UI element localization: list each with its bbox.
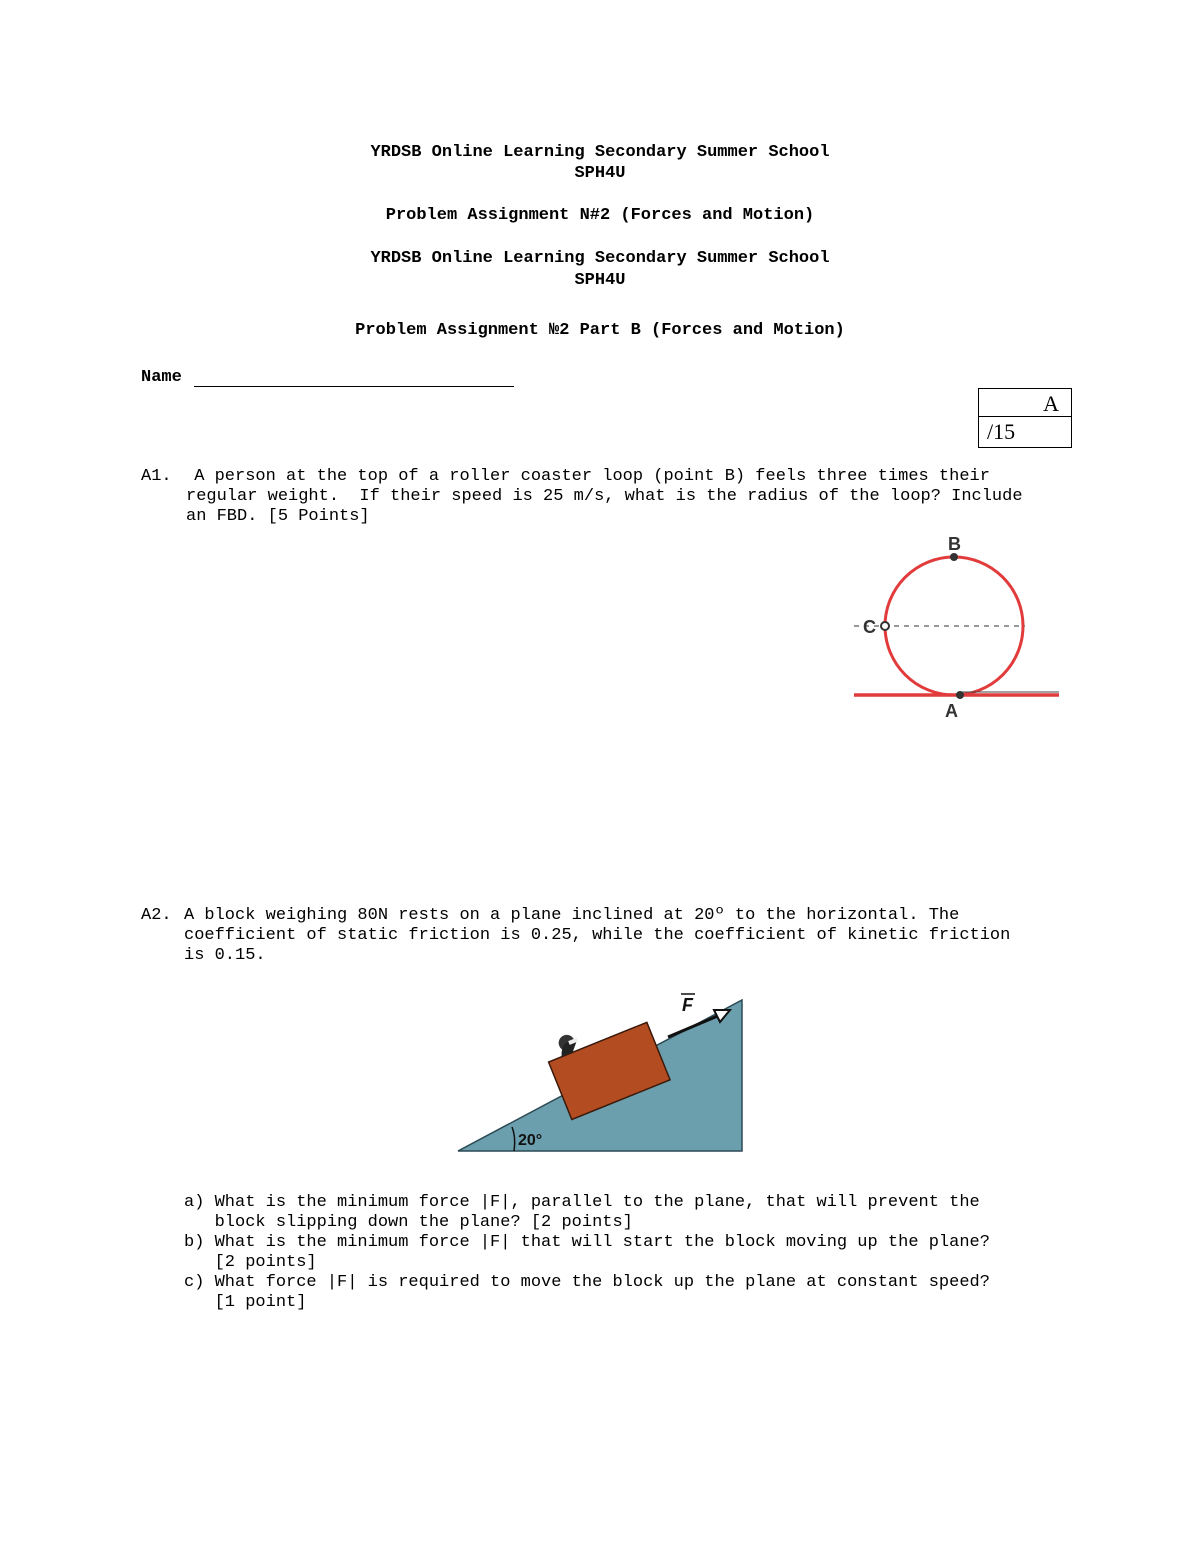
point-b-label: B <box>948 534 961 554</box>
force-label: F <box>682 995 693 1015</box>
score-section-label: A <box>979 389 1071 417</box>
roller-coaster-loop-diagram <box>840 530 1070 725</box>
question-a2-label: A2. <box>141 906 172 925</box>
question-a2b-line1: b) What is the minimum force |F| that will start the block moving up the plane? <box>184 1233 990 1252</box>
header-assignment-part-title: Problem Assignment №2 Part B (Forces and Motion) <box>355 321 845 340</box>
inclined-plane-diagram <box>450 985 750 1160</box>
question-a2-text-line1: A block weighing 80N rests on a plane inclined at 20º to the horizontal. The <box>184 906 960 925</box>
angle-label: 20° <box>518 1132 543 1149</box>
question-a2-text-line3: is 0.15. <box>184 946 266 965</box>
question-a1-label: A1. <box>141 467 172 486</box>
question-a1-text-line3: an FBD. [5 Points] <box>186 507 370 526</box>
header-assignment-title: Problem Assignment N#2 (Forces and Motion) <box>385 206 815 225</box>
name-label: Name <box>141 368 182 387</box>
point-c-label: C <box>863 617 876 637</box>
name-field-line[interactable] <box>194 386 514 387</box>
question-a2c-line2: [1 point] <box>184 1293 307 1312</box>
score-total: /15 <box>987 419 1016 444</box>
question-a1-text-line1: A person at the top of a roller coaster loop (point B) feels three times their <box>184 467 990 486</box>
point-b-marker <box>950 553 958 561</box>
question-a2c-line1: c) What force |F| is required to move the block up the plane at constant speed? <box>184 1273 990 1292</box>
question-a2b-line2: [2 points] <box>184 1253 317 1272</box>
point-a-label: A <box>945 701 958 721</box>
header-course-code: SPH4U <box>574 164 626 183</box>
point-c-marker <box>881 622 889 630</box>
question-a2-text-line2: coefficient of static friction is 0.25, while the coefficient of kinetic friction <box>184 926 1011 945</box>
score-box <box>978 388 1072 448</box>
header-course-code-repeat: SPH4U <box>574 271 626 290</box>
header-school-title-repeat: YRDSB Online Learning Secondary Summer School <box>370 249 830 268</box>
question-a2a-line2: block slipping down the plane? [2 points] <box>184 1213 633 1232</box>
question-a2a-line1: a) What is the minimum force |F|, parallel to the plane, that will prevent the <box>184 1193 980 1212</box>
question-a1-text-line2: regular weight. If their speed is 25 m/s, what is the radius of the loop? Include <box>186 487 1023 506</box>
point-a-marker <box>956 691 964 699</box>
header-school-title: YRDSB Online Learning Secondary Summer School <box>370 143 830 162</box>
